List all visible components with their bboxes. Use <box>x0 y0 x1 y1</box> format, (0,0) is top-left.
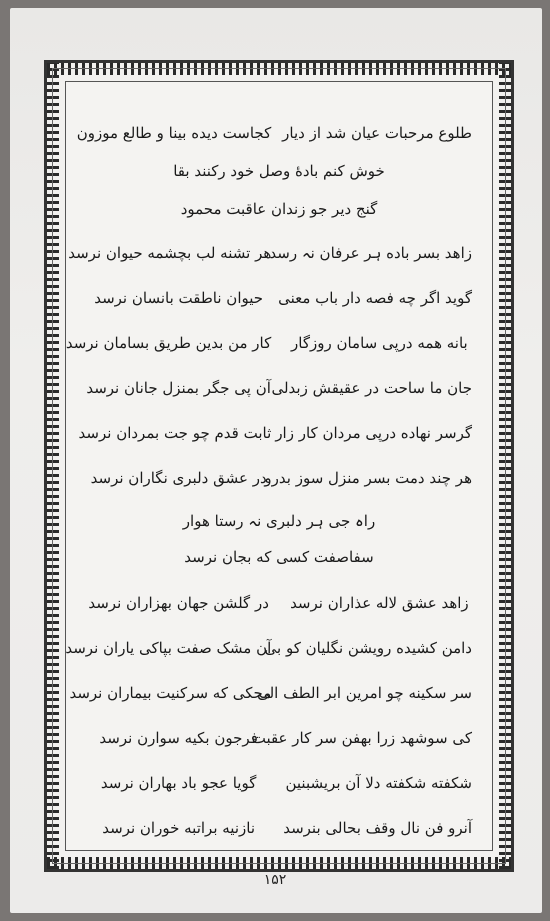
heading-line-1 <box>76 124 472 142</box>
hemistich-right: جان ما ساحت در عقیقش زبدلی <box>271 379 472 397</box>
hemistich-right: گوید اگر چه فصه دار باب معنی <box>278 289 472 307</box>
hemistich-left: فرجون بکیه سوارن نرسد <box>99 729 258 747</box>
couplet <box>86 594 472 612</box>
heading-2: خوش کنم بادهٔ وصل خود رکنند بقا <box>173 162 385 180</box>
hemistich-left: در گلشن جهان بهزاران نرسد <box>88 594 269 612</box>
hemistich-right: آنرو فن نال وقف بحالی بنرسد <box>283 819 472 837</box>
couplet <box>78 424 472 442</box>
hemistich-left: آن پی جگر بمنزل جانان نرسد <box>86 379 271 397</box>
page-number: ۱۵۲ <box>263 872 287 888</box>
couplet <box>86 289 472 307</box>
hemistich-right: زاهد بسر باده ہر عرفان نہ رسد <box>269 244 472 262</box>
book-page <box>10 8 542 913</box>
hemistich-left: حیوان ناطقت بانسان نرسد <box>94 289 264 307</box>
heading-1-right: طلوع مرحبات عیان شد از دیار <box>282 124 472 142</box>
hemistich-left: کار من بدین طریق بسامان نرسد <box>65 334 272 352</box>
hemistich-right: هر چند دمت بسر منزل سوز بدرو <box>264 469 472 487</box>
hemistich-right: گرسر نهاده درپی مردان کار زار <box>275 424 472 442</box>
couplet <box>65 334 472 352</box>
couplet <box>86 774 472 792</box>
hemistich-left: در عشق دلبری نگاران نرسد <box>90 469 267 487</box>
hemistich-left: گویا عجو باد بهاران نرسد <box>100 774 257 792</box>
couplet <box>68 244 472 262</box>
heading-4: راہ جی ہر دلبری نہ رستا هوار <box>182 512 376 530</box>
hemistich-right: دامن کشیده رویشن نگلیان کو بی <box>264 639 472 657</box>
couplet <box>69 684 472 702</box>
hemistich-right: سر سکینه چو امرین ابر الطف الی <box>257 684 472 702</box>
couplet <box>86 469 472 487</box>
hemistich-left: آن مشک صفت بپاکی یاران نرسد <box>65 639 272 657</box>
heading-5: سفاصفت کسی که بجان نرسد <box>184 548 374 566</box>
hemistich-left: نازنیه براتبه خوران نرسد <box>102 819 255 837</box>
hemistich-left: هر تشنه لب بچشمه حیوان نرسد <box>68 244 272 262</box>
heading-1-left: کجاست دیده بینا و طالع موزون <box>76 124 272 142</box>
hemistich-left: محکی که سرکنیت بیماران نرسد <box>69 684 272 702</box>
couplet <box>65 639 472 657</box>
text-area <box>65 81 493 851</box>
hemistich-left: ثابت قدم چو جت بمردان نرسد <box>78 424 272 442</box>
couplet <box>86 729 472 747</box>
hemistich-right: کی سوشهد زرا بهفن سر کار عقبت <box>251 729 472 747</box>
couplet <box>86 819 472 837</box>
couplet <box>86 379 472 397</box>
hemistich-right: بانه همه درپی سامان روزگار <box>291 334 468 352</box>
hemistich-right: شکفته شکفته دلا آن بریشبنین <box>285 774 472 792</box>
heading-3: گنج دیر جو زندان عاقبت محمود <box>180 200 378 218</box>
ornamental-border <box>44 60 514 872</box>
hemistich-right: زاهد عشق لاله عذاران نرسد <box>290 594 469 612</box>
poem-text <box>66 82 492 850</box>
